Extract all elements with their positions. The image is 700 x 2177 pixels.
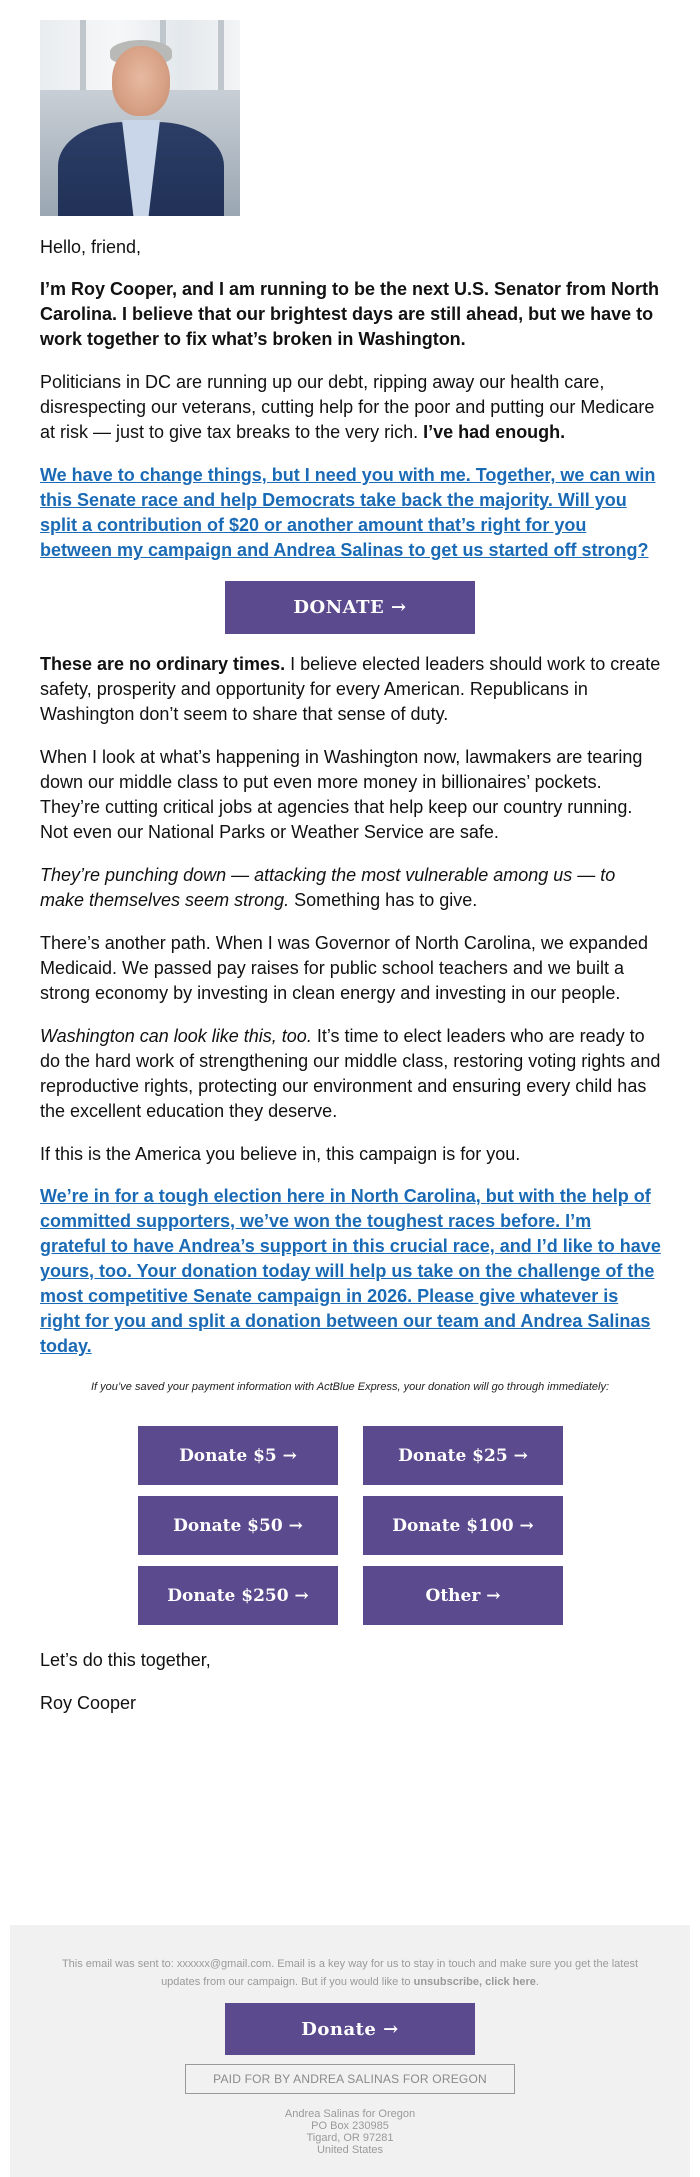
footer-notice: [50, 1955, 650, 1991]
donate-main-button[interactable]: DONATE →: [225, 581, 475, 634]
address-block: [50, 2108, 650, 2156]
intro-paragraph: I’m Roy Cooper, and I am running to be the next U.S. Senator from North Carolina. I believe that our brightest days are still ahead, but we have to work together to fix what’s broken in Washington.: [40, 279, 660, 349]
paragraph-punching-down-text: Something has to give.: [294, 890, 478, 910]
paragraph-punching-down-italic: They’re punching down — attacking the most vulnerable among us — to make themselves seem strong.: [40, 865, 616, 910]
paragraph-ordinary-times: [40, 652, 662, 727]
paragraph-washington-can: [40, 1024, 662, 1124]
donate-250-button[interactable]: Donate $250 →: [138, 1566, 338, 1625]
address-line: United States: [316, 2144, 384, 2156]
footer-sent-suffix: . Email is a key way for us to stay in touch and make sure you get the latest updates from our campaign. But if you would like to: [161, 1958, 639, 1988]
donate-100-button[interactable]: Donate $100 →: [363, 1496, 563, 1555]
footer-sent-prefix: This email was sent to:: [61, 1958, 177, 1970]
donate-other-button[interactable]: Other →: [363, 1566, 563, 1625]
paid-for-by: PAID FOR BY ANDREA SALINAS FOR OREGON: [185, 2064, 515, 2094]
paragraph-another-path: There’s another path. When I was Governor of North Carolina, we expanded Medicaid. We passed pay raises for public school teachers and we built a strong economy by investing in clean energy and investing in our people.: [40, 933, 649, 1003]
paragraph-ordinary-times-text: I believe elected leaders should work to create safety, prosperity and opportunity for every American. Republicans in Washington don’t seem to share that sense of duty.: [40, 654, 661, 724]
donate-25-button[interactable]: Donate $25 →: [363, 1426, 563, 1485]
paragraph-washington-can-text: It’s time to elect leaders who are ready to do the hard work of strengthening our middle class, restoring voting rights and reproductive rights, protecting our environment and ensuring every child has the excellent education they deserve.: [40, 1026, 661, 1121]
paragraph-punching-down: [40, 863, 662, 913]
donate-50-button[interactable]: Donate $50 →: [138, 1496, 338, 1555]
paragraph-politicians-text: Politicians in DC are running up our debt, ripping away our health care, disrespecting our veterans, cutting help for the poor and putting our Medicare at risk — just to give tax breaks to the very rich.: [40, 372, 655, 442]
donate-5-button[interactable]: Donate $5 →: [138, 1426, 338, 1485]
ask-link-1[interactable]: We have to change things, but I need you with me. Together, we can win this Senate race and help Democrats take back the majority. Will you split a contribution of $20 or another amount that’s right for you between my campaign and Andrea Salinas to get us started off strong?: [40, 465, 656, 560]
signoff: Let’s do this together,: [40, 1650, 211, 1670]
paragraph-politicians-bold: I’ve had enough.: [423, 422, 566, 442]
footer: [10, 1925, 690, 2177]
address-line: PO Box 230985: [311, 2120, 389, 2132]
candidate-photo: [40, 20, 240, 216]
ask-link-2[interactable]: We’re in for a tough election here in North Carolina, but with the help of committed supporters, we’ve won the toughest races before. I’m grateful to have Andrea’s support in this crucial race, and I’d like to have yours, too. Your donation today will help us take on the challenge of the most competitive Senate campaign in 2026. Please give whatever is right for you and split a donation between our team and Andrea Salinas today.: [40, 1186, 661, 1356]
paragraph-washington-can-italic: Washington can look like this, too.: [40, 1026, 312, 1046]
address-line: Tigard, OR 97281: [306, 2132, 394, 2144]
express-note: If you’ve saved your payment information with ActBlue Express, your donation will go through immediately:: [90, 1381, 610, 1393]
paragraph-washington-now: When I look at what’s happening in Washington now, lawmakers are tearing down our middle class to put even more money in billionaires’ pockets. They’re cutting critical jobs at agencies that help keep our country running. Not even our National Parks or Weather Service are safe.: [40, 747, 643, 842]
footer-email: xxxxxx@gmail.com: [176, 1958, 272, 1970]
footer-donate-button[interactable]: Donate →: [225, 2003, 475, 2055]
greeting: Hello, friend,: [40, 237, 142, 257]
signature: Roy Cooper: [40, 1693, 137, 1713]
unsubscribe-link[interactable]: unsubscribe, click here: [413, 1976, 536, 1988]
paragraph-america: If this is the America you believe in, this campaign is for you.: [40, 1144, 521, 1164]
address-line: Andrea Salinas for Oregon: [284, 2108, 416, 2120]
paragraph-ordinary-times-bold: These are no ordinary times.: [40, 654, 286, 674]
paragraph-politicians: [40, 370, 662, 445]
footer-end: .: [535, 1976, 539, 1988]
